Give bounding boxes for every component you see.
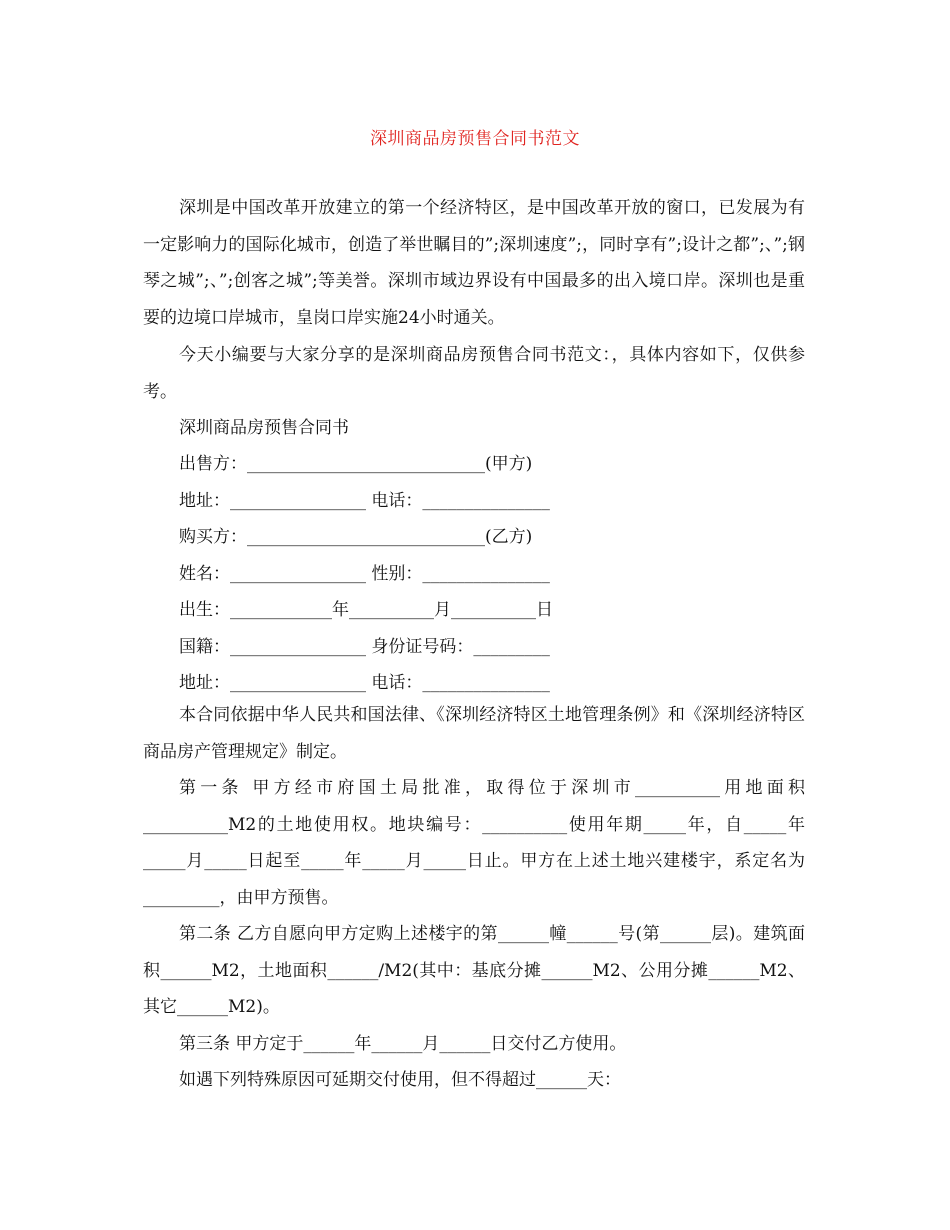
- basis-paragraph: 本合同依据中华人民共和国法律、《深圳经济特区土地管理条例》和《深圳经济特区商品房产管理规定》制定。: [143, 705, 805, 762]
- nationality-id-line: 国籍：________________ 身份证号码：_________: [179, 637, 550, 657]
- seller-address-line: 地址：________________ 电话：_______________: [179, 491, 550, 511]
- article-2: 第二条 乙方自愿向甲方定购上述楼宇的第______幢______号(第______层)。建筑面积______M2，土地面积______/M2(其中：基底分摊______M2、公用分摊______M2、其它______M2)。: [143, 924, 805, 1017]
- name-gender-line: 姓名：________________ 性别：_______________: [179, 564, 550, 584]
- delay-paragraph: 如遇下列特殊原因可延期交付使用，但不得超过______天：: [179, 1070, 621, 1090]
- contract-title: 深圳商品房预售合同书: [179, 418, 349, 438]
- intro-paragraph: 深圳是中国改革开放建立的第一个经济特区，是中国改革开放的窗口，已发展为有一定影响力的国际化城市，创造了举世瞩目的”;深圳速度”;，同时享有”;设计之都”;、”;钢琴之城”;、”;创客之城”;等美誉。深圳市域边界设有中国最多的出入境口岸。深圳也是重要的边境口岸城市，皇岗口岸实施24小时通关。: [143, 198, 805, 328]
- document-title: 深圳商品房预售合同书范文: [370, 129, 580, 149]
- buyer-address-line: 地址：________________ 电话：_______________: [179, 673, 550, 693]
- birth-line: 出生：____________年__________月__________日: [179, 600, 553, 620]
- article-1: 第一条 甲方经市府国土局批准，取得位于深圳市__________用地面积__________M2的土地使用权。地块编号：__________使用年期_____年，自_____年_____月_____日起至_____年_____月_____日止。甲方在上述土地兴建楼宇，系定名为_________，由甲方预售。: [143, 778, 805, 908]
- seller-line: 出售方：____________________________(甲方): [179, 454, 533, 474]
- article-3: 第三条 甲方定于______年______月______日交付乙方使用。: [179, 1034, 627, 1054]
- share-paragraph: 今天小编要与大家分享的是深圳商品房预售合同书范文：，具体内容如下，仅供参考。: [143, 345, 805, 402]
- buyer-line: 购买方：____________________________(乙方): [179, 527, 533, 547]
